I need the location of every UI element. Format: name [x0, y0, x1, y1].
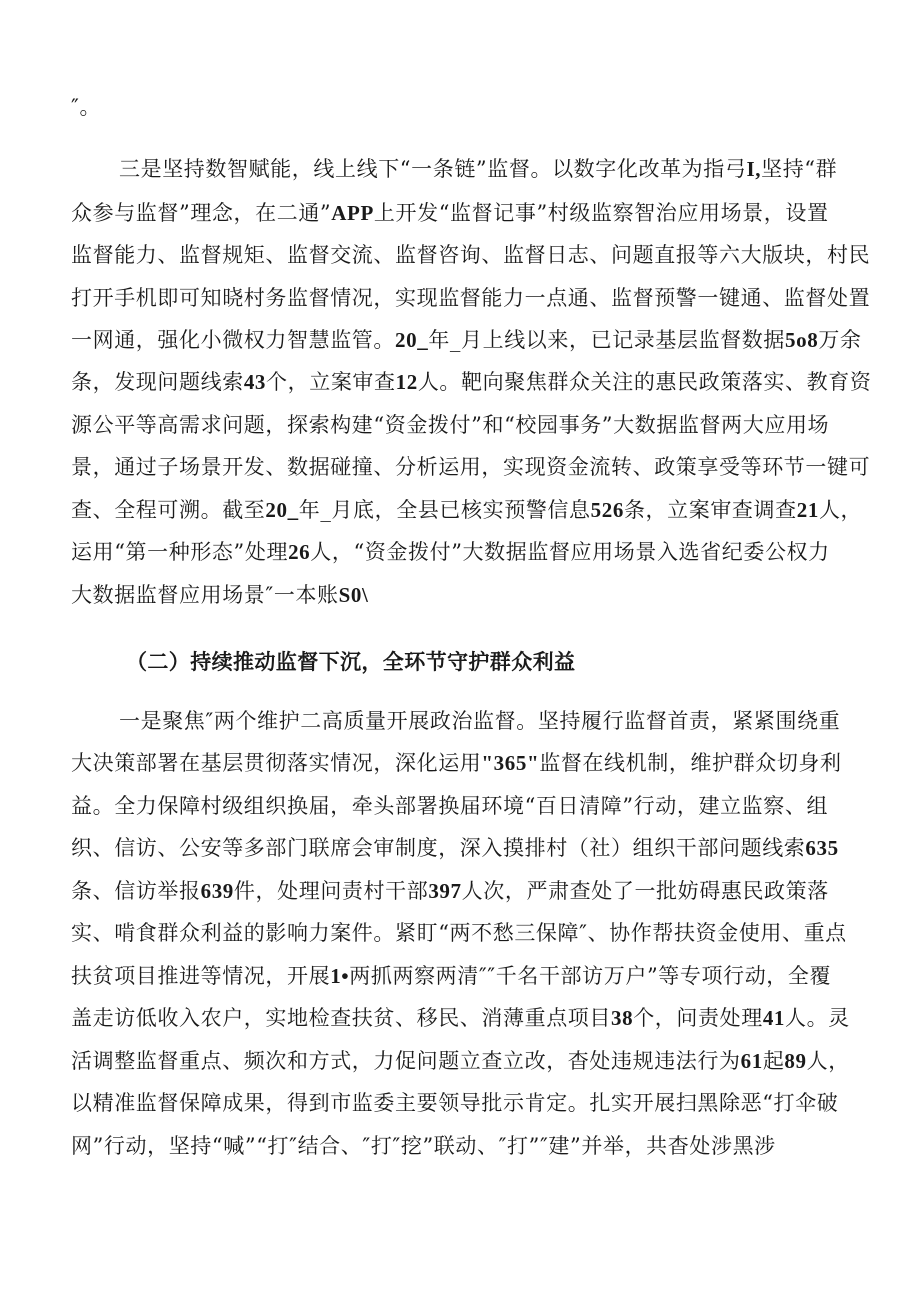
text-line: 条、信访举报639件，处理问责村干部397人次，严肃查处了一批妨碍惠民政策落: [71, 879, 829, 903]
text-line: 众参与监督”理念，在二通”APP上开发“监督记事”村级监察智治应用场景，设置: [71, 201, 829, 225]
text-line: 实、啃食群众利益的影响力案件。紧盯“两不愁三保障″、协作帮扶资金使用、重点: [71, 921, 847, 945]
text-line: 打开手机即可知晓村务监督情况，实现监督能力一点通、监督预警一键通、监督处置: [71, 286, 871, 310]
text-line: 一是聚焦″两个维护二高质量开展政治监督。坚持履行监督首责，紧紧围绕重: [119, 709, 841, 733]
section-heading: （二）持续推动监督下沉，全环节守护群众利益: [126, 650, 576, 674]
text-line: 以精准监督保障成果，得到市监委主要领导批示肯定。扎实开展扫黑除恶“打伞破: [71, 1091, 839, 1115]
text-line: 大决策部署在基层贯彻落实情况，深化运用"365"监督在线机制，维护群众切身利: [71, 751, 842, 775]
text-line: 查、全程可溯。截至20_年_月底，全县已核实预警信息526条，立案审查调查21人，: [71, 498, 863, 522]
text-line: 源公平等高需求问题，探索构建“资金拨付”和“校园事务”大数据监督两大应用场: [71, 413, 830, 437]
text-line: 运用“第一种形态”处理26人，“资金拨付”大数据监督应用场景入选省纪委公权力: [71, 540, 830, 564]
text-line: 扶贫项目推进等情况，开展1•两抓两察两清″″千名干部访万户”等专项行动，全覆: [71, 964, 832, 988]
text-line: 网”行动，坚持“喊”“打″结合、″打″挖”联动、″打”″建”并举，共杳处涉黑涉: [71, 1134, 776, 1158]
text-line: 监督能力、监督规矩、监督交流、监督咨询、监督日志、问题直报等六大版块，村民: [71, 243, 871, 267]
text-line: 织、信访、公安等多部门联席会审制度，深入摸排村（社）组织干部问题线索635: [71, 836, 839, 860]
text-line: 大数据监督应用场景″一本账S0\: [71, 583, 369, 607]
text-line: 景，通过子场景开发、数据碰撞、分析运用，实现资金流转、政策享受等环节一键可: [71, 455, 871, 479]
text-line: ″。: [71, 95, 102, 119]
text-line: 一网通，强化小微权力智慧监管。20_年_月上线以来，已记录基层监督数据5o8万余: [71, 328, 862, 352]
text-line: 盖走访低收入农户，实地检查扶贫、移民、消薄重点项目38个，问责处理41人。灵: [71, 1006, 850, 1030]
text-line: 益。全力保障村级组织换届，牵头部署换届环境“百日清障”行动，建立监察、组: [71, 794, 829, 818]
text-line: 条，发现问题线索43个，立案审查12人。靶向聚焦群众关注的惠民政策落实、教育资: [71, 370, 872, 394]
text-line: 活调整监督重点、频次和方式，力促问题立查立改，杳处违规违法行为61起89人，: [71, 1049, 850, 1073]
text-line: 三是坚持数智赋能，线上线下“一条链”监督。以数字化改革为指弓I,坚持“群: [119, 157, 838, 181]
